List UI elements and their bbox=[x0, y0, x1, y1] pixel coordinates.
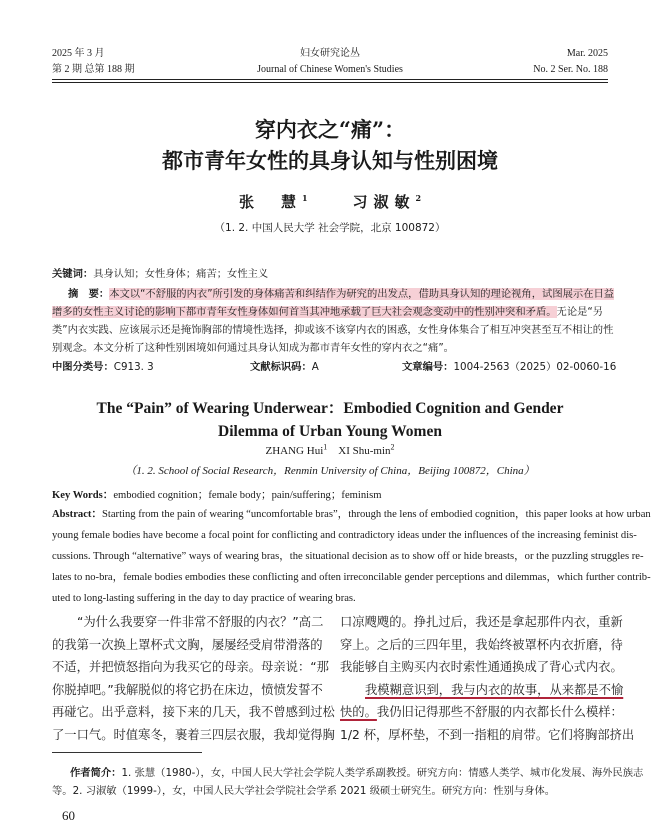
keywords-cn-text: 具身认知；女性身体；痛苦；女性主义 bbox=[93, 268, 269, 280]
body-left-line: 了一口气。时值寒冬，裹着三四层衣服，我却觉得胸 bbox=[52, 727, 335, 742]
authors-en bbox=[0, 442, 660, 457]
body-left-line: “为什么我要穿一件非常不舒服的内衣？”高二 bbox=[77, 615, 324, 629]
author2-en-sup: 2 bbox=[390, 442, 395, 452]
affiliation-cn: （1. 2. 中国人民大学 社会学院，北京 100872） bbox=[214, 222, 446, 234]
abstract-en-line5: uted to long-lasting suffering in the day to day practice of wearing bras. bbox=[52, 593, 356, 604]
keywords-en-text: embodied cognition；female body；pain/suffering；feminism bbox=[113, 490, 382, 501]
body-left-line: 的我第一次换上罩杯式文胸，屡屡经受肩带滑落的 bbox=[52, 637, 323, 652]
clc-label: 中图分类号： bbox=[52, 361, 114, 373]
page-number: 60 bbox=[62, 808, 75, 823]
author2-cn-sup: 2 bbox=[415, 193, 422, 203]
article-label: 文章编号： bbox=[402, 361, 454, 373]
abstract-en-line2: young female bodies have become a focal point for conflicting and contradictory ideas under the influences of the increasing feminist dis- bbox=[52, 530, 637, 541]
author2-en: XI Shu-min bbox=[338, 445, 391, 457]
body-right-line: 穿上。之后的三四年里，我始终被罩杯内衣折磨，待 bbox=[340, 637, 623, 652]
header-date-cn: 2025 年 3 月 bbox=[52, 48, 105, 59]
body-right-line: 口凉飕飕的。挣扎过后，我还是拿起那件内衣，重新 bbox=[340, 615, 623, 629]
abstract-cn-line3: 类”内衣实践、应该展示还是掩饰胸部的情境性选择，抑或该不该穿内衣的困惑，女性身体集合了相互冲突甚至互不相让的性 bbox=[52, 324, 614, 336]
abstract-en-line3: cussions. Through “alternative” ways of wearing bras，the situational decision as to show off or hide breasts，or the puzzling struggles re- bbox=[52, 551, 644, 562]
footnote-label: 作者简介： bbox=[70, 767, 122, 779]
keywords-cn-label: 关键词： bbox=[52, 268, 94, 280]
body-left-line: 再碰它。出乎意料，接下来的几天，我不曾感到过松 bbox=[52, 705, 335, 719]
header-date-en: Mar. 2025 bbox=[566, 48, 608, 59]
abstract-cn-line2-rest: 无论是“另 bbox=[556, 306, 604, 318]
body-left-column bbox=[52, 611, 335, 746]
abstract-en bbox=[52, 504, 651, 609]
abstract-cn bbox=[52, 285, 615, 357]
keywords-cn bbox=[52, 265, 612, 283]
footnote-line2: 等。2. 习淑敏（1999-），女，中国人民大学社会学院社会学系 2021 级硕士研究生。研究方向：性别与身体。 bbox=[52, 785, 556, 797]
abstract-en-line1: Starting from the pain of wearing “uncomfortable bras”，through the lens of embodied cognition，this paper looks at how urban bbox=[102, 509, 651, 520]
article-number bbox=[402, 358, 616, 376]
article-value: 1004-2563（2025）02-0060-16 bbox=[453, 361, 617, 373]
title-en-line1: The “Pain” of Wearing Underwear：Embodied Cognition and Gender bbox=[96, 400, 564, 417]
underlined-sentence-part2: 快的。 bbox=[340, 705, 377, 719]
body-right-line: 我能够自主购买内衣时索性通通换成了背心式内衣。 bbox=[340, 660, 623, 674]
header-rule-thick bbox=[52, 79, 608, 80]
authors-cn bbox=[0, 191, 660, 212]
body-left-line: 不适，并把愤怒指向为我买它的母亲。母亲说：“那 bbox=[52, 660, 329, 674]
abstract-cn-highlight-2: 增多的女性主义讨论的影响下都市青年女性身体如何首当其冲地承载了巨大社会观念变动中的性别冲突和矛盾。 bbox=[52, 306, 557, 318]
author2-cn: 习淑敏 bbox=[352, 193, 416, 211]
footnote-line1: 1. 张慧（1980-），女，中国人民大学社会学院人类学系副教授。研究方向：情感人类学、城市化发展、海外民族志 bbox=[121, 767, 644, 779]
affiliation-en: （1. 2. School of Social Research，Renmin University of China，Beijing 100872，China） bbox=[125, 465, 535, 477]
body-right-column bbox=[340, 611, 635, 746]
author1-cn-sup: 1 bbox=[301, 193, 308, 203]
author1-en-sup: 1 bbox=[323, 442, 328, 452]
body-right-line5-rest: 我仍旧记得那些不舒服的内衣都长什么模样： bbox=[376, 705, 623, 719]
keywords-en-label: Key Words： bbox=[52, 490, 114, 501]
doc-code bbox=[250, 358, 319, 376]
header-rule-thin bbox=[52, 82, 608, 83]
title-en-line2: Dilemma of Urban Young Women bbox=[218, 423, 442, 440]
header-issue-en: No. 2 Ser. No. 188 bbox=[533, 64, 608, 75]
title-cn-line2: 都市青年女性的具身认知与性别困境 bbox=[162, 148, 498, 173]
abstract-cn-line4: 别观念。本文分析了这种性别困境如何通过具身认知成为都市青年女性的穿内衣之“痛”。 bbox=[52, 342, 454, 354]
keywords-en bbox=[52, 485, 610, 506]
clc-number bbox=[52, 358, 154, 376]
footnote-author-bio bbox=[52, 764, 644, 800]
abstract-cn-highlight-1: 本文以“不舒服的内衣”所引发的身体痛苦和纠结作为研究的出发点，借助具身认知的理论视角，试图展示在日益 bbox=[109, 288, 615, 300]
abstract-en-line4: lates to no-bra，female bodies embodies these conflicting and often irreconcilable gender perceptions and dilemmas，which further contrib- bbox=[52, 572, 651, 583]
header-issue-cn: 第 2 期 总第 188 期 bbox=[52, 64, 135, 75]
body-right-line: 1/2 杯，厚杯垫，不到一指粗的肩带。它们将胸部挤出 bbox=[340, 727, 635, 742]
underlined-sentence-part1: 我模糊意识到，我与内衣的故事，从来都是不愉 bbox=[365, 682, 624, 697]
footnote-rule bbox=[52, 752, 202, 753]
author1-en: ZHANG Hui bbox=[265, 445, 324, 457]
doc-label: 文献标识码： bbox=[250, 361, 312, 373]
body-left-line: 你脱掉吧。”我解脱似的将它扔在床边，愤愤发誓不 bbox=[52, 682, 323, 697]
doc-value: A bbox=[311, 361, 319, 373]
title-cn-line1: 穿内衣之“痛”： bbox=[254, 117, 406, 142]
journal-title-en: Journal of Chinese Women's Studies bbox=[257, 64, 403, 75]
author1-cn: 张 慧 bbox=[238, 193, 302, 211]
abstract-en-label: Abstract： bbox=[52, 509, 103, 520]
abstract-cn-label: 摘 要： bbox=[68, 288, 110, 300]
body-right-line bbox=[340, 701, 623, 724]
journal-title-cn: 妇女研究论丛 bbox=[300, 48, 360, 59]
clc-value: C913. 3 bbox=[113, 361, 154, 373]
body-right-line-underlined bbox=[340, 679, 624, 702]
